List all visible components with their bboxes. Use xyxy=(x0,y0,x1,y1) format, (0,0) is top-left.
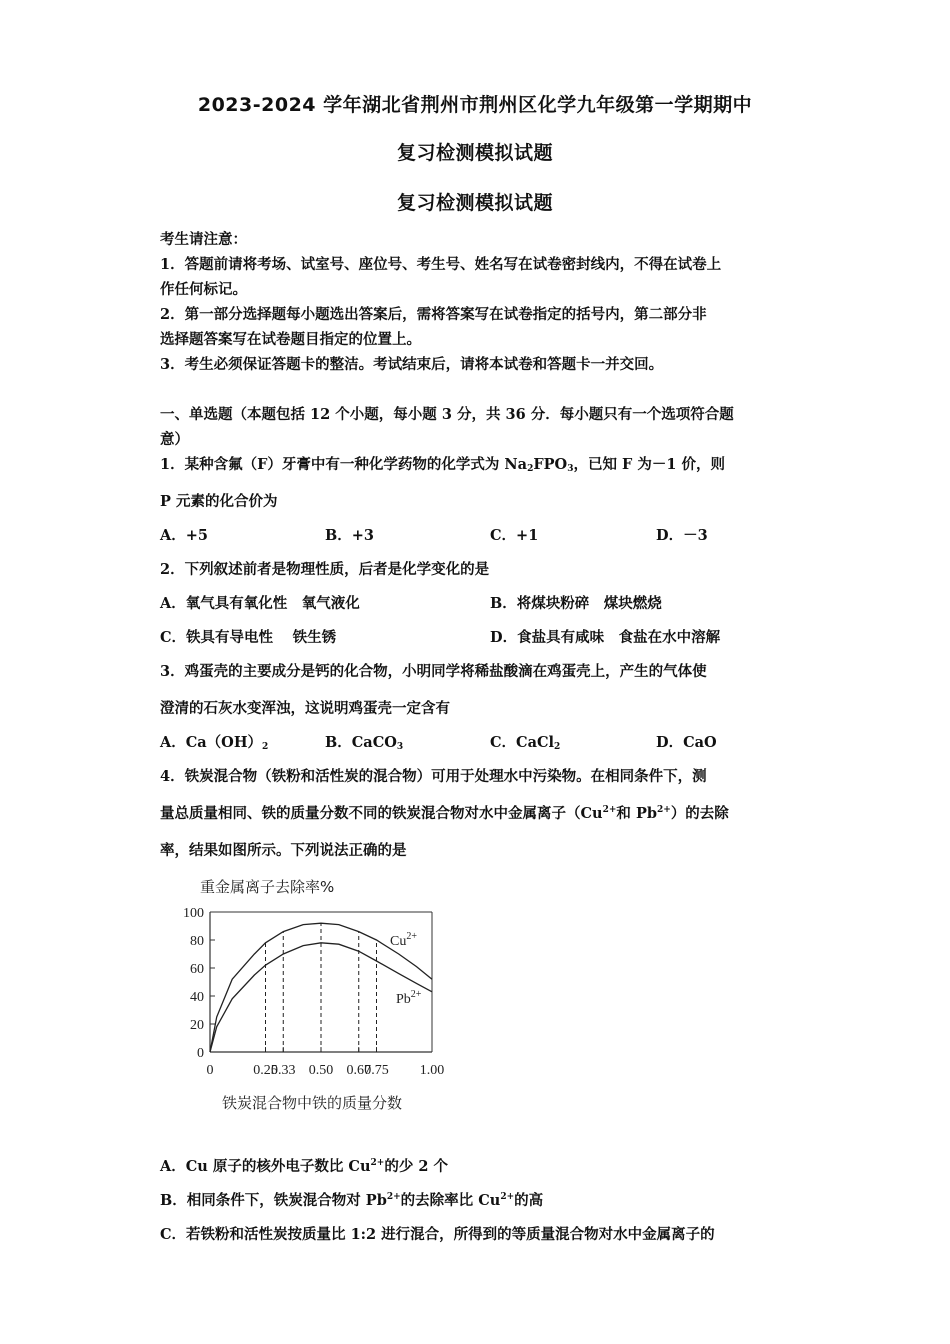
notice-item1-line1: 1．答题前请将考场、试室号、座位号、考生号、姓名写在试卷密封线内，不得在试卷上 xyxy=(160,256,722,273)
x-tick-label: 0.25 xyxy=(253,1063,278,1078)
q2-option-b[interactable]: B．将煤块粉碎 煤块燃烧 xyxy=(490,595,662,612)
chart-xlabel: 铁炭混合物中铁的质量分数 xyxy=(222,1094,403,1112)
q4-option-b[interactable] xyxy=(160,1189,543,1210)
q1-stem-text: ，已知 F 为－1 价，则 xyxy=(573,456,725,473)
q3-option-a-sub: 2 xyxy=(262,742,269,752)
x-tick-label: 1.00 xyxy=(419,1063,445,1078)
q4-option-b-text: 的去除率比 Cu xyxy=(400,1192,501,1209)
q1-stem-line2: P 元素的化合价为 xyxy=(160,493,278,510)
notice-item1-line2: 作任何标记。 xyxy=(160,281,247,298)
notice-item2-line1: 2．第一部分选择题每小题选出答案后，需将答案写在试卷指定的括号内，第二部分非 xyxy=(160,306,707,323)
x-tick-label: 0.75 xyxy=(364,1063,389,1078)
x-tick-label: 0.67 xyxy=(346,1063,371,1078)
series-label-base: Cu xyxy=(390,934,407,949)
chart-title: 重金属离子去除率% xyxy=(200,878,335,896)
q3-option-c-text: C．CaCl xyxy=(490,734,555,751)
q3-option-b-sub: 3 xyxy=(396,742,404,752)
section-heading-line2: 意） xyxy=(160,431,189,448)
series-label-pb xyxy=(396,989,422,1007)
q3-stem-line2: 澄清的石灰水变浑浊，这说明鸡蛋壳一定含有 xyxy=(160,700,450,717)
q1-subscript: 3 xyxy=(567,464,574,474)
notice-item2-line2: 选择题答案写在试卷题目指定的位置上。 xyxy=(160,331,421,348)
y-tick-label: 40 xyxy=(190,990,204,1005)
q1-stem-line1 xyxy=(160,453,800,474)
q4-option-a-text: A．Cu 原子的核外电子数比 Cu xyxy=(160,1158,371,1175)
q3-option-a-text: A．Ca（OH） xyxy=(160,734,263,751)
q1-option-a[interactable]: A．+5 xyxy=(160,527,208,544)
q1-stem-text: 1．某种含氟（F）牙膏中有一种化学药物的化学式为 Na xyxy=(160,456,528,473)
series-label-sup: 2+ xyxy=(406,931,417,942)
q3-option-a[interactable] xyxy=(160,731,268,752)
q2-option-a[interactable]: A．氧气具有氧化性 氧气液化 xyxy=(160,595,360,612)
q4-stem-line3: 率，结果如图所示。下列说法正确的是 xyxy=(160,842,407,859)
q1-option-b[interactable]: B．+3 xyxy=(325,527,374,544)
notice-heading: 考生请注意： xyxy=(160,231,247,248)
q3-option-b-text: B．CaCO xyxy=(325,734,397,751)
q3-option-c[interactable] xyxy=(490,731,560,752)
q4-stem-line2 xyxy=(160,802,800,823)
removal-rate-chart xyxy=(160,872,460,1122)
q4-option-b-text: 的高 xyxy=(514,1192,544,1209)
section-heading-line1: 一、单选题（本题包括 12 个小题，每小题 3 分，共 36 分．每小题只有一个选项符合题 xyxy=(160,406,734,423)
q2-option-d[interactable]: D．食盐具有咸味 食盐在水中溶解 xyxy=(490,629,721,646)
q4-option-b-sup: 2+ xyxy=(386,1192,401,1202)
exam-title-line2: 复习检测模拟试题 xyxy=(396,142,553,164)
q4-option-b-sup: 2+ xyxy=(500,1192,515,1202)
q3-option-c-sub: 2 xyxy=(554,742,561,752)
q4-option-a-sup: 2+ xyxy=(370,1158,385,1168)
series-label-base: Pb xyxy=(396,992,411,1007)
q3-option-d[interactable]: D．CaO xyxy=(656,734,717,751)
q4-stem-text: 和 Pb xyxy=(616,805,657,822)
y-tick-label: 100 xyxy=(183,906,204,921)
x-tick-label: 0.33 xyxy=(271,1063,296,1078)
q2-option-c[interactable]: C．铁具有导电性 铁生锈 xyxy=(160,629,337,646)
y-tick-label: 20 xyxy=(190,1018,204,1033)
q4-option-a-text: 的少 2 个 xyxy=(384,1158,449,1175)
exam-title-line1: 2023-2024 学年湖北省荆州市荆州区化学九年级第一学期期中 xyxy=(197,94,753,116)
q1-subscript: 2 xyxy=(527,464,534,474)
series-label-sup: 2+ xyxy=(410,989,422,1000)
q1-formula-part: FPO xyxy=(533,456,568,473)
q4-stem-line1: 4．铁炭混合物（铁粉和活性炭的混合物）可用于处理水中污染物。在相同条件下，测 xyxy=(160,768,707,785)
x-tick-label: 0 xyxy=(206,1063,214,1078)
y-tick-label: 80 xyxy=(190,934,204,949)
q3-option-b[interactable] xyxy=(325,731,403,752)
series-label-cu xyxy=(390,931,417,949)
q1-option-c[interactable]: C．+1 xyxy=(490,527,539,544)
q4-stem-text: ）的去除 xyxy=(670,805,729,822)
q4-option-c[interactable]: C．若铁粉和活性炭按质量比 1:2 进行混合，所得到的等质量混合物对水中金属离子的 xyxy=(160,1226,715,1243)
y-tick-label: 60 xyxy=(190,962,204,977)
q3-stem-line1: 3．鸡蛋壳的主要成分是钙的化合物，小明同学将稀盐酸滴在鸡蛋壳上，产生的气体使 xyxy=(160,663,707,680)
q4-superscript: 2+ xyxy=(602,805,617,815)
x-tick-label: 0.50 xyxy=(308,1063,334,1078)
exam-title-line3: 复习检测模拟试题 xyxy=(396,192,553,214)
q4-stem-text: 量总质量相同、铁的质量分数不同的铁炭混合物对水中金属离子（Cu xyxy=(160,805,603,822)
y-tick-label: 0 xyxy=(197,1046,204,1061)
q4-superscript: 2+ xyxy=(657,805,671,815)
q2-stem: 2．下列叙述前者是物理性质，后者是化学变化的是 xyxy=(160,561,490,578)
q4-option-a[interactable] xyxy=(160,1155,448,1176)
q4-option-b-text: B．相同条件下，铁炭混合物对 Pb xyxy=(160,1192,387,1209)
q1-option-d[interactable]: D．－3 xyxy=(656,527,708,544)
notice-item3: 3．考生必须保证答题卡的整洁。考试结束后，请将本试卷和答题卡一并交回。 xyxy=(160,356,664,373)
